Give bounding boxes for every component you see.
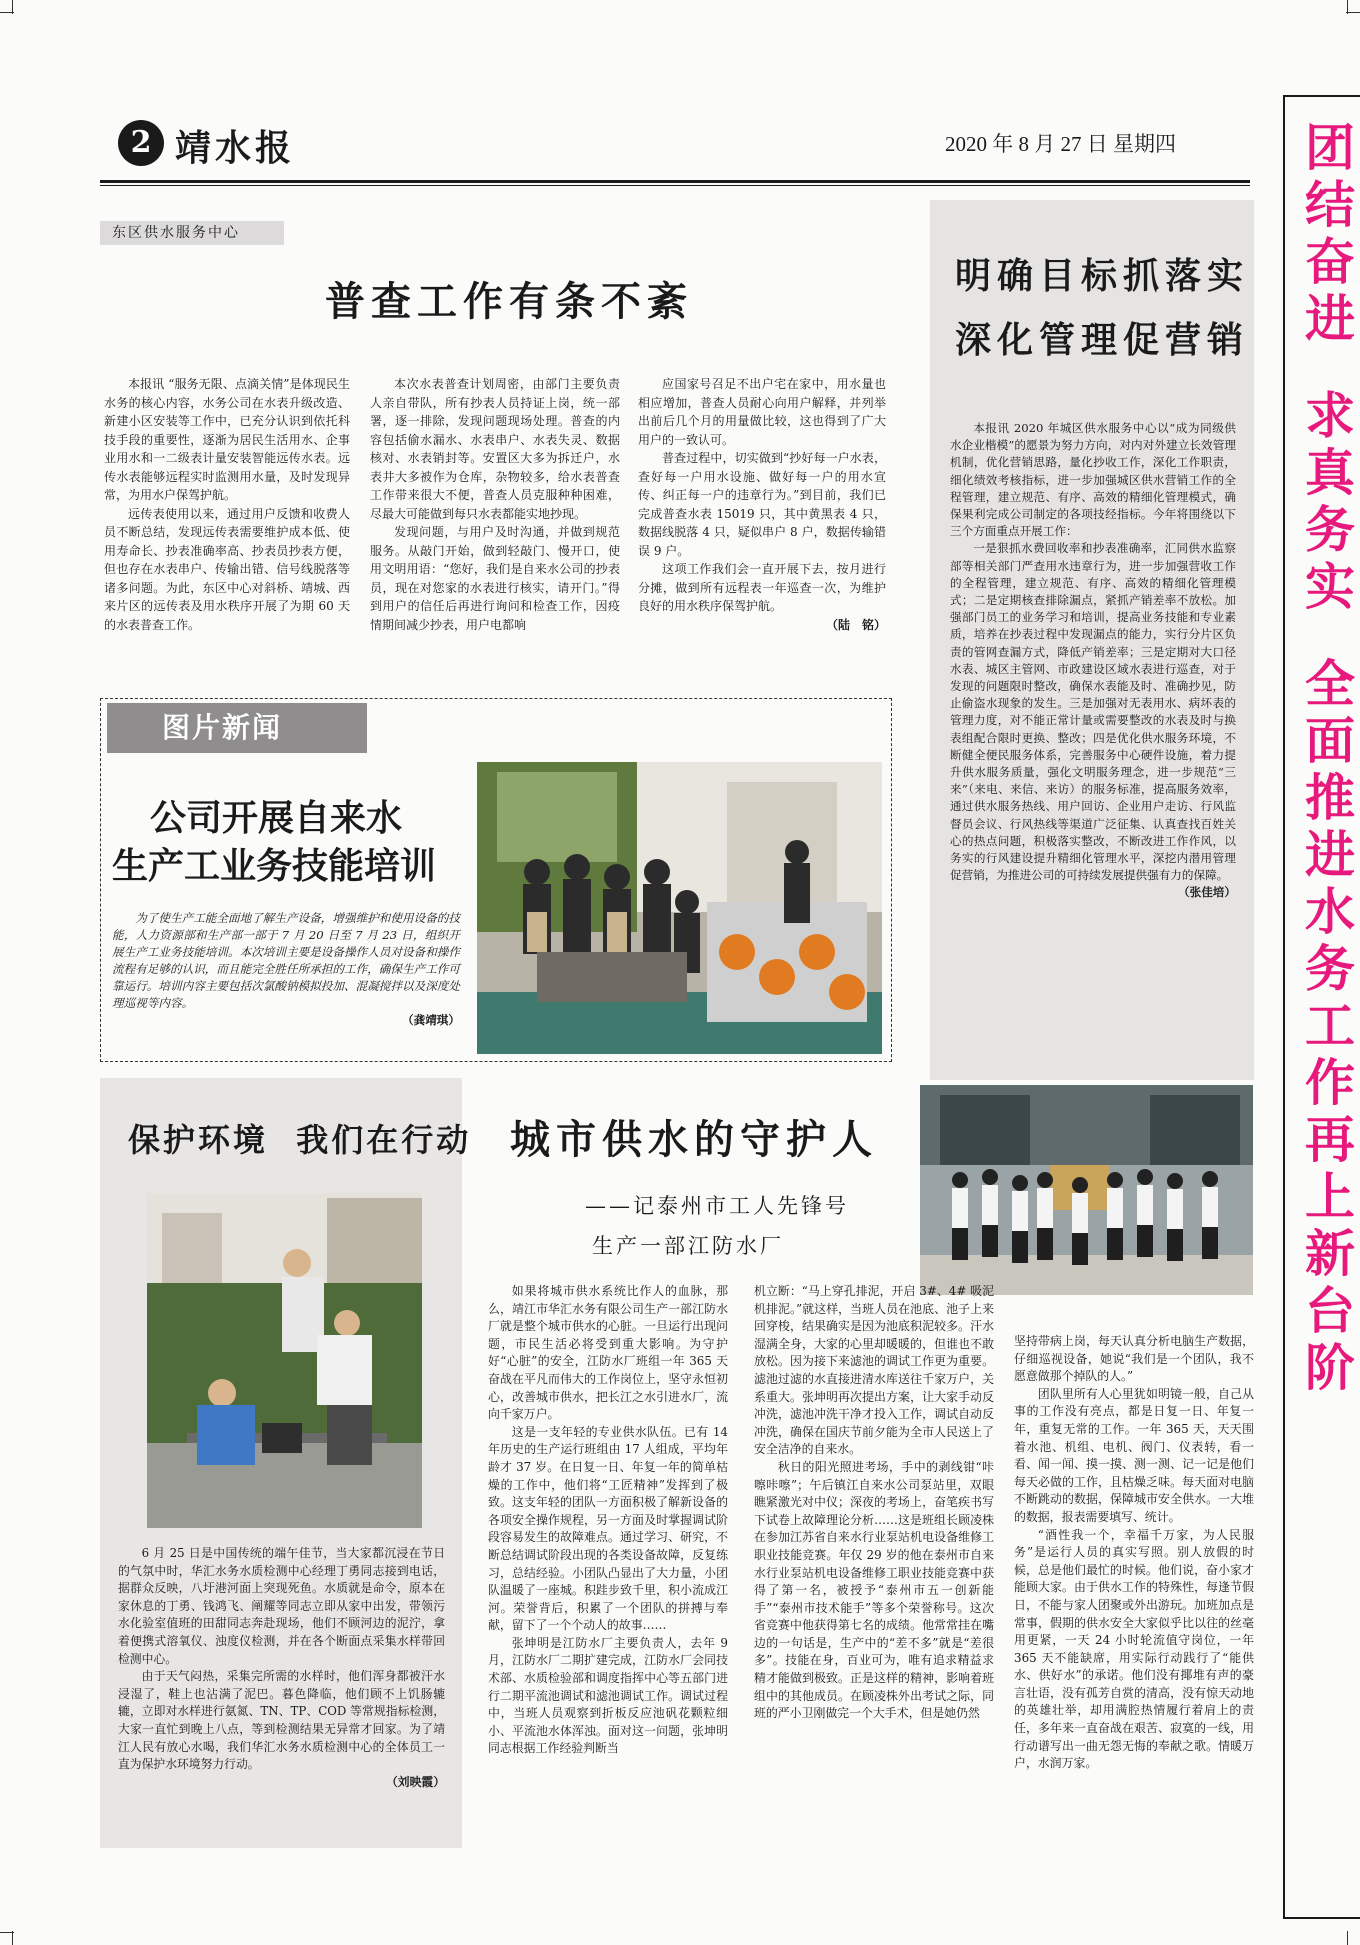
article-column bbox=[104, 375, 350, 634]
crop-mark bbox=[12, 1931, 13, 1945]
issue-date: 2020 年 8 月 27 日 星期四 bbox=[945, 132, 1176, 156]
byline: （龚靖琪） bbox=[402, 1013, 460, 1027]
paragraph: 6 月 25 日是中国传统的端午佳节，当大家都沉浸在节日的气氛中时，华汇水务水质检测中心经理丁勇同志接到电话，据群众反映，八圩港河面上突现死鱼。水质就是命令，原本在家休息的丁勇、钱鸿飞、阐耀等同志立即从家中出发，带领污水化验室值班的田甜同志奔赴现场，他们不顾河边的泥泞，拿着便携式溶氧仪、浊度仪检测，并在各个断面点采集水样带回检测中心。 bbox=[118, 1546, 445, 1666]
team-photo-image bbox=[920, 1085, 1253, 1295]
paragraph: 团队里所有人心里犹如明镜一般，自己从事的工作没有亮点，都是日复一日、年复一年，重复无常的工作。一年 365 天，天天围着水池、机组、电机、阀门、仪表转，看一看、闻一闻、摸一摸、测一测、记一记是他们每天必做的工作，且枯燥乏味。每天面对电脑不断跳动的数据，保障城市安全供水。一大堆的数据，报表需要填写、统计。 bbox=[1014, 1386, 1254, 1524]
training-photo bbox=[477, 762, 882, 1054]
paragraph: 应国家号召足不出户宅在家中，用水量也相应增加，普查人员耐心向用户解释，并列举出前后几个月的用量做比较，这也得到了广大用户的一致认可。 bbox=[638, 377, 886, 447]
paragraph: 本报讯 “服务无限、点滴关情”是体现民生水务的核心内容，水务公司在水表升级改造、新建小区安装等工作中，已充分认识到依托科技手段的重要性，逐渐为居民生活用水、企事业用水和一二级表计量安装智能远传水表。远传水表能够远程实时监测用水量，及时发现异常，为用水户保驾护航。 bbox=[104, 377, 350, 502]
crop-mark bbox=[1346, 12, 1360, 13]
paragraph: 本报讯 2020 年城区供水服务中心以“成为同级供水企业楷模”的愿景为努力方向，对内对外建立长效管理机制，优化营销思路，量化抄收工作，深化工作职责，细化绩效考核指标，进一步加强城区供水营销工作的全程管理，建立规范、有序、高效的精细化管理模式，确保果利完成公司制定的各项技经指标。今年将围绕以下三个方面重点开展工作： bbox=[950, 421, 1236, 539]
article-title: 保护环境 我们在行动 bbox=[128, 1121, 472, 1159]
paragraph: 秋日的阳光照进考场，手中的剥线钳“咔嚓咔嚓”；午后镇江自来水公司泵站里，双眼瞧紧激光对中仪；深夜的考场上，奋笔疾书写下试卷上故障理论分析……这是班组长顾凌株在参加江苏省自来水行业泵站机电设备维修工职业技能竞赛。年仅 29 岁的他在泰州市自来水行业泵站机电设备维修工职业技能竞赛中获得了第一名，被授予“泰州市五一创新能手”“泰州市技术能手”等多个荣誉称号。这次省竞赛中他获得第七名的成绩。他常常挂在嘴边的一句话是，生产中的“差不多”就是“差很多”。技能在身，百业可为，唯有追求精益求精才能做到极致。正是这样的精神，影响着班组中的其他成员。在顾凌株外出考试之际，同班的严小卫刚做完一个大手术，但是她仍然 bbox=[754, 1459, 994, 1721]
article-title: 城市供水的守护人 bbox=[510, 1116, 878, 1163]
paragraph: 这项工作我们会一直开展下去，按月进行分摊，做到所有远程表一年巡查一次，为维护良好的用水秩序保驾护航。 bbox=[638, 562, 886, 613]
photo-news-caption bbox=[112, 910, 460, 1029]
article-column bbox=[488, 1283, 728, 1758]
byline: （陆 铭） bbox=[825, 617, 886, 632]
crop-mark bbox=[1347, 1931, 1348, 1945]
byline: （张佳培） bbox=[1178, 885, 1236, 900]
article-column bbox=[950, 420, 1236, 902]
training-photo-image bbox=[477, 762, 882, 1054]
article-subtitle: 生产一部江防水厂 bbox=[592, 1234, 784, 1258]
section-tag: 东区供水服务中心 bbox=[100, 221, 284, 245]
photo-news-label: 图片新闻 bbox=[107, 703, 367, 753]
paragraph: 机立断：“马上穿孔排泥，开启 3#、4# 吸泥机排泥。”就这样，当班人员在池底、池子上来回穿梭，结果确实是因为池底积泥较多。汗水湿满全身，大家的心里却暖暖的，但谁也不敢放松。因为接下来滤池的调试工作更为重要。滤池过滤的水直接进清水库送往千家万户，关系重大。张坤明再次提出方案，让大家手动反冲洗，滤池冲洗干净才投入工作，调试自动反冲洗，确保在国庆节前夕能为全市人民送上了安全洁净的自来水。 bbox=[754, 1284, 994, 1457]
paragraph: 发现问题，与用户及时沟通，并做到规范服务。从敲门开始，做到轻敲门、慢开口，使用文明用语：“您好，我们是自来水公司的抄表员，现在对您家的水表进行核实，请开门。”得到用户的信任后再进行询问和检查工作，因疫情期间减少抄表，用户电都响 bbox=[370, 525, 620, 632]
water-sampling-photo bbox=[147, 1193, 422, 1528]
header-rule bbox=[100, 180, 1250, 183]
paragraph: 远传表使用以来，通过用户反馈和收费人员不断总结，发现远传表需要维护成本低、使用寿命长、抄表准确率高、抄表员抄表方便，但也存在水表串户、传输出错、信号线脱落等诸多问题。为此，东区中心对斜桥、靖城、西来片区的远传表及用水秩序开展了为期 60 天的水表普查工作。 bbox=[104, 506, 350, 632]
article-title: 普查工作有条不紊 bbox=[325, 278, 693, 325]
photo-news-title: 公司开展自来水 bbox=[150, 798, 403, 839]
article-column bbox=[370, 375, 620, 634]
paragraph: 坚持带病上岗，每天认真分析电脑生产数据，仔细巡视设备，她说“我们是一个团队，我不愿意做那个掉队的人。” bbox=[1014, 1334, 1254, 1384]
paragraph: 本次水表普查计划周密，由部门主要负责人亲自带队，所有抄表人员持证上岗，统一部署，逐一排除，发现问题现场处理。普查的内容包括偷水漏水、水表串户、水表失灵、数据核对、水表销封等。安置区大多为拆迁户，水表井大多被作为仓库，杂物较多，给水表普查工作带来很大不便，普查人员克服种种困难，尽最大可能做到每只水表都能实地抄现。 bbox=[370, 377, 620, 521]
slogan-line: 团结奋进 bbox=[1305, 119, 1355, 348]
slogan-line: 求真务实 bbox=[1305, 387, 1355, 616]
article-subtitle: ——记泰州市工人先锋号 bbox=[585, 1194, 849, 1218]
article-title-line: 明确目标抓落实 bbox=[955, 255, 1250, 297]
paragraph: 由于天气闷热，采集完所需的水样时，他们浑身都被汗水浸湿了，鞋上也沾满了泥巴。暮色降临，他们顾不上饥肠辘辘，立即对水样进行氨氮、TN、TP、COD 等常规指标检测，大家一直忙到晚上八点，等到检测结果无异常才回家。为了靖江人民有放心水喝，我们华汇水务水质检测中心的全体员工一直为保护水环境努力行动。 bbox=[118, 1669, 445, 1772]
article-column bbox=[118, 1545, 445, 1791]
byline: （刘映霞） bbox=[386, 1774, 445, 1789]
paragraph: 这是一支年轻的专业供水队伍。已有 14 年历史的生产运行班组由 17 人组成，平均年龄才 37 岁。在日复一日、年复一年的简单枯燥的工作中，他们将“工匠精神”发挥到了极致。这支年轻的团队一方面积极了解新设备的各项安全操作规程，另一方面及时掌握调试阶段容易发生的故障难点。通过学习、研究，不断总结调试阶段出现的各类设备故障，反复练习，总结经验。小团队凸显出了大力量，小团队温暖了一座城。积跬步致千里，积小流成江河。荣誉背后，积累了一个团队的拼搏与奉献，留下了一个个动人的故事…… bbox=[488, 1424, 728, 1633]
paragraph: 如果将城市供水系统比作人的血脉，那么，靖江市华汇水务有限公司生产一部江防水厂就是整个城市供水的心脏。一旦运行出现问题，市民生活必将受到重大影响。为守护好“心脏”的安全，江防水厂班组一年 365 天奋战在平凡而伟大的工作岗位上，坚守永恒初心，改善城市供水，把长江之水引进水厂，流向千家万户。 bbox=[488, 1284, 728, 1422]
crop-mark bbox=[0, 1932, 14, 1933]
water-sampling-photo-image bbox=[147, 1193, 422, 1528]
article-title-line: 深化管理促营销 bbox=[955, 319, 1250, 361]
article-column bbox=[638, 375, 886, 634]
article-column bbox=[1014, 1333, 1254, 1773]
crop-mark bbox=[0, 12, 14, 13]
paragraph: “酒性我一个，幸福千万家，为人民服务”是运行人员的真实写照。别人放假的时候，总是他们最忙的时候。他们说，奋小家才能顾大家。由于供水工作的特殊性，每逢节假日，不能与家人团聚或外出游玩。加班加点是常事，假期的供水安全大家似乎比以往的丝毫用更紧，一天 24 小时轮流值守岗位，一年 365 天不能缺席，用实际行动践行了“能供水、供好水”的承诺。他们没有揶堆有声的豪言壮语，没有孤芳自赏的清高，没有惊天动地的英雄壮举，却用满腔热情履行着肩上的责任，多年来一直奋战在艰苦、寂寞的一线，用行动谱写出一曲无怨无悔的奉献之歌。情暖万户，水润万家。 bbox=[1014, 1527, 1254, 1771]
photo-news-title: 生产工业务技能培训 bbox=[112, 846, 437, 887]
slogan-line: 全面推进水务工作再上新台阶 bbox=[1305, 655, 1355, 1397]
paragraph: 为了使生产工能全面地了解生产设备，增强维护和使用设备的技能，人力资源部和生产部一部于 7 月 20 日至 7 月 23 日，组织开展生产工业务技能培训。本次培训主要是设备操作人员对设备和操作流程有足够的认识，而且能完全胜任所承担的工作，确保生产工作可靠运行。培训内容主要包括次氯酸钠模拟投加、混凝搅拌以及深度处理巡视等内容。 bbox=[112, 911, 460, 1010]
slogan-banner bbox=[1305, 120, 1360, 1397]
article-column bbox=[754, 1283, 994, 1723]
team-photo bbox=[920, 1085, 1253, 1295]
header-rule-thin bbox=[100, 185, 1250, 186]
paragraph: 一是狠抓水费回收率和抄表准确率，汇同供水监察部等相关部门严查用水违章行为，进一步加强营收工作的全程管理，建立规范、有序、高效的精细化管理模式；二是定期核查排除漏点，紧抓产销差率不放松。加强部门员工的业务学习和培训，提高业务技能和专业素质，培养在抄表过程中发现漏点的能力，实行分片区负责的管网查漏方式，降低产销差率；三是定期对大口径水表、城区主管网、市政建设区域水表进行巡查，对于发现的问题限时整改，确保水表能及时、准确抄见，防止偷盗水现象的发生。三是加强对无表用水、病坏表的管理力度，对不能正常计量或需要整改的水表及时与换表组配合限时更换、整改；四是优化供水服务环境，不断健全便民服务体系，完善服务中心硬件设施，着力提升供水服务质量，强化文明服务理念，进一步规范“三来”（来电、来信、来访）的服务标准，提高服务效率，通过供水服务热线、用户回访、企业用户走访、行风监督员会议、行风热线等渠道广泛征集、认真查找百姓关心的热点问题，积极落实整改，不断改进工作作风，以务实的行风建设提升精细化管理水平，深挖内潜用管理促营销，为推进公司的可持续发展提供强有力的保障。 bbox=[950, 541, 1236, 883]
page-number: 2 bbox=[118, 120, 164, 166]
masthead: 靖水报 bbox=[175, 127, 296, 169]
paragraph: 普查过程中，切实做到“抄好每一户水表，查好每一户用水设施、做好每一户的用水宣传、纠正每一户的违章行为。”到目前，我们已完成普查水表 15019 只，其中黄黑表 4 只，数据线脱落 4 只，疑似串户 8 户，数据传输错误 9 户。 bbox=[638, 451, 886, 558]
paragraph: 张坤明是江防水厂主要负责人，去年 9 月，江防水厂二期扩建完成，江防水厂会同技术部、水质检验部和调度指挥中心等五部门进行二期平流池调试和滤池调试工作。调试过程中，当班人员观察到折板反应池矾花颗粒细小、平流池水体浑浊。面对这一问题，张坤明同志根据工作经验判断当 bbox=[488, 1635, 728, 1756]
